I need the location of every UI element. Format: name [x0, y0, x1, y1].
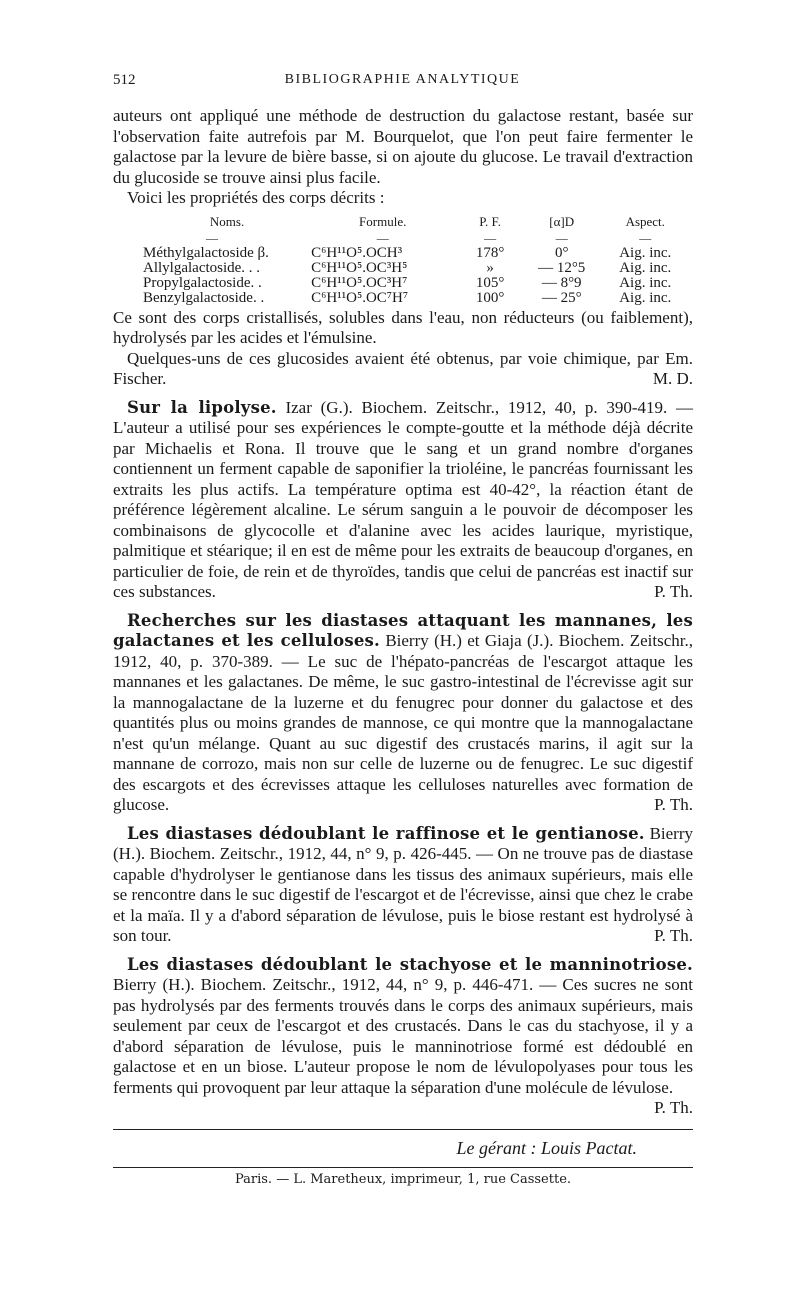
review-entry	[113, 955, 693, 1119]
entry-paragraph	[113, 611, 693, 816]
cell-aspect: Aig. inc.	[619, 244, 672, 261]
entry-body: Bierry (H.). Biochem. Zeitschr., 1912, 44, n° 9, p. 446-471. — Ces sucres ne sont pas hydrolysés par des ferments trouvés dans le corps des animaux supérieurs, mais seulement par ceux de l'escargot et des crustacés. Dans le cas du stachyose, il y a d'abord séparation de lévulose, puis le manninotriose formé est dédoublé en galactose et en un biose. L'auteur propose le nom de lévulopolyases pour tous les ferments qui provoquent par leur attaque la séparation d'une molécule de lévulose.	[113, 975, 693, 1097]
content	[113, 106, 693, 1187]
dash: —	[484, 230, 497, 245]
cell-aspect: Aig. inc.	[619, 289, 672, 306]
footer-rule	[113, 1129, 693, 1130]
cell-name: Benzylgalactoside. .	[143, 289, 265, 306]
cell-aspect: Aig. inc.	[619, 259, 672, 276]
after-table-paragraph-2	[113, 349, 693, 390]
author-signature: P. Th.	[654, 582, 693, 601]
entry-title: Les diastases dédoublant le raffinose et le gentianose.	[127, 823, 645, 843]
cell-melting-point: 100°	[475, 289, 505, 306]
cell-melting-point: 178°	[475, 244, 505, 261]
intro-lead: Voici les propriétés des corps décrits :	[127, 188, 385, 207]
dash: —	[206, 230, 219, 245]
entry-title: Les diastases dédoublant le stachyose et le manninotriose.	[127, 954, 693, 974]
author-signature: P. Th.	[654, 1098, 693, 1117]
paragraph-text: Quelques-uns de ces glucosides avaient été obtenus, par voie chimique, par Em. Fischer.	[113, 348, 693, 388]
cell-aspect: Aig. inc.	[619, 274, 672, 291]
cell-formula: C⁶H¹¹O⁵.OC³H⁷	[311, 274, 408, 291]
cell-name: Allylgalactoside. . .	[143, 259, 261, 276]
entry-body: Bierry (H.). Biochem. Zeitschr., 1912, 44, n° 9, p. 426-445. — On ne trouve pas de diastase capable d'hydrolyser le gentianose dans les tissus des animaux supérieurs, mais elle se rencontre dans le suc digestif de l'escargot et de l'écrevisse, ainsi que chez le crabe et la maïa. Il y a d'abord séparation de lévulose, puis le biose restant est hydrolysé à son tour.	[113, 823, 694, 945]
table-dash-row	[113, 233, 693, 246]
cell-rotation: 0°	[554, 244, 569, 261]
author-signature: P. Th.	[654, 795, 693, 814]
review-entry	[113, 824, 693, 947]
cell-rotation: — 12°5	[538, 259, 586, 276]
after-table-paragraph: Ce sont des corps cristallisés, solubles dans l'eau, non réducteurs (ou faiblement), hydrolysés par les acides et l'émulsine.	[113, 307, 693, 347]
cell-formula: C⁶H¹¹O⁵.OC⁷H⁷	[311, 289, 409, 306]
col-header-melting-point: P. F.	[479, 213, 501, 229]
dash: —	[376, 230, 389, 245]
running-head	[113, 72, 692, 92]
table-row	[113, 246, 693, 261]
table-row	[113, 261, 693, 276]
cell-formula: C⁶H¹¹O⁵.OC³H⁵	[311, 259, 408, 276]
entry-body: Bierry (H.) et Giaja (J.). Biochem. Zeitschr., 1912, 40, p. 370-389. — Le suc de l'hépato-pancréas de l'escargot attaque les mannanes et les galactanes. De même, le suc gastro-intestinal de l'écrevisse agit sur la mannogalactane de la luzerne et du fenugrec pour donner du galactose et des quantités plus ou moins grandes de mannose, ce qui montre que la mannogalactane n'est qu'un mélange. Quant au suc digestif des crustacés marins, il agit sur la mannane de corrozo, mais non sur celle de luzerne ou de fenugrec. Le suc digestif des escargots et des écrevisses attaque les celluloses naturelles avec formation de glucose.	[113, 631, 694, 814]
page-number: 512	[113, 72, 136, 88]
imprint-rule	[113, 1167, 693, 1168]
entry-title: Sur la lipolyse.	[127, 397, 277, 417]
dash: —	[555, 230, 568, 245]
cell-rotation: — 8°9	[541, 274, 582, 291]
cell-melting-point: »	[486, 259, 494, 276]
entry-paragraph	[113, 955, 693, 1119]
cell-name: Méthylgalactoside β.	[143, 244, 269, 261]
col-header-aspect: Aspect.	[625, 213, 665, 229]
review-entry	[113, 611, 693, 816]
properties-table	[113, 212, 693, 306]
entry-title: Recherches sur les diastases attaquant les mannanes, les galactanes et les celluloses.	[113, 610, 693, 650]
col-header-rotation: [α]D	[549, 213, 575, 229]
dash: —	[639, 230, 652, 245]
col-header-formula: Formule.	[359, 213, 407, 229]
table-row	[113, 291, 693, 306]
intro-paragraph: auteurs ont appliqué une méthode de destruction du galactose restant, basée sur l'observation faite autrefois par M. Bourquelot, que l'on peut faire fermenter le galactose par la levure de bière basse, si on ajoute du glucose. Le travail d'extraction du glucoside se trouve ainsi plus facile.	[113, 106, 693, 187]
cell-melting-point: 105°	[475, 274, 505, 291]
cell-formula: C⁶H¹¹O⁵.OCH³	[311, 244, 403, 261]
author-signature: M. D.	[652, 369, 693, 388]
cell-rotation: — 25°	[541, 289, 582, 306]
author-signature: P. Th.	[654, 926, 693, 945]
table-header-row	[113, 212, 693, 233]
table-row	[113, 276, 693, 291]
review-entry	[113, 398, 693, 603]
col-header-names: Noms.	[209, 213, 245, 229]
cell-name: Propylgalactoside. .	[143, 274, 262, 291]
gerant-text: Le gérant : Louis Pactat.	[456, 1137, 637, 1158]
entry-paragraph	[113, 824, 693, 947]
publisher-manager	[113, 1138, 693, 1159]
entry-body: Izar (G.). Biochem. Zeitschr., 1912, 40, p. 390-419. — L'auteur a utilisé pour ses expériences le compte-goutte et la méthode déjà décrite par Michaelis et Rona. Il trouve que le sang et un grand nombre d'organes contiennent un ferment capable de saponifier la trioléine, le pancréas fournissant les extraits les plus actifs. La température optima est 40-42°, la réaction étant de préférence légèrement alcaline. Le sérum sanguin a le pouvoir de décomposer les combinaisons de glycocolle et d'alanine avec les acides laurique, myristique, palmitique et stéarique; il en est de même pour les extraits de beaucoup d'organes, en particulier de foie, de rein et de thyroïdes, tandis que celui de pancréas est inactif sur ces substances.	[113, 397, 694, 601]
printer-imprint: Paris. — L. Maretheux, imprimeur, 1, rue Cassette.	[234, 1171, 572, 1187]
running-title: BIBLIOGRAPHIE ANALYTIQUE	[284, 72, 521, 87]
entry-paragraph	[113, 398, 693, 603]
